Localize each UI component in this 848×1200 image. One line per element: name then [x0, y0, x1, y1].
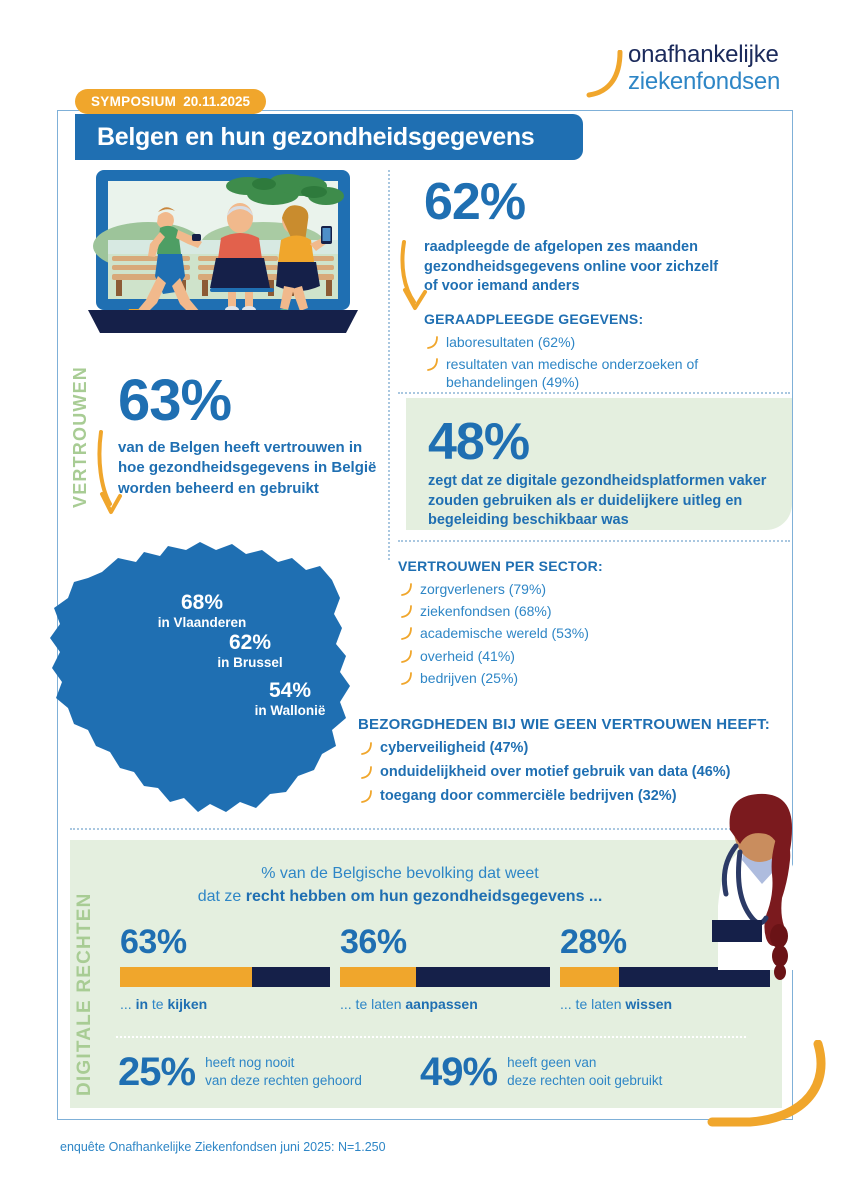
swoosh-bullet-icon [400, 627, 413, 640]
list-item [398, 647, 778, 665]
list-item [424, 333, 774, 351]
rights-metric-kijken [120, 925, 330, 1012]
region-name: in Brussel [217, 655, 283, 670]
list-item [358, 763, 788, 782]
list-item-label: cyberveiligheid (47%) [380, 740, 529, 756]
metric-label [120, 996, 330, 1012]
dotted-rule [398, 540, 790, 542]
swoosh-bullet-icon [426, 358, 439, 371]
online-description: raadpleegde de afgelopen zes maanden gezondheidsgegevens online voor zichzelf of voor iemand anders [424, 239, 719, 295]
digitale-rechten-vertical-label: DIGITALE RECHTEN [74, 892, 95, 1096]
vertrouwen-vertical-label: VERTROUWEN [70, 366, 90, 508]
list-item-label: bedrijven (25%) [420, 669, 519, 686]
region-percent: 62% [228, 631, 272, 654]
metric-bar-fill [560, 967, 619, 987]
logo-line-2: ziekenfondsen [628, 67, 781, 95]
sector-trust-block [398, 558, 778, 691]
dotted-rule [116, 1036, 746, 1038]
list-item-label: resultaten van medische onderzoeken of behandelingen (49%) [446, 355, 699, 391]
laptop-park-illustration [88, 168, 358, 340]
metric-percent: 36% [340, 923, 407, 961]
online-consult-block [424, 173, 774, 417]
stat-line: van deze rechten gehoord [205, 1073, 362, 1088]
dotted-rule [70, 828, 782, 830]
badge-label: SYMPOSIUM [91, 94, 177, 109]
title-banner [75, 114, 583, 160]
corner-swoosh-icon [706, 1040, 836, 1130]
region-name: in Wallonië [254, 703, 326, 718]
label-part: aanpassen [405, 996, 478, 1012]
swoosh-bullet-icon [400, 672, 413, 685]
stat-line: deze rechten ooit gebruikt [507, 1073, 663, 1088]
down-arrow-icon [96, 430, 126, 522]
online-percent: 62% [424, 173, 526, 231]
stat-text [205, 1054, 362, 1090]
trust-block [118, 368, 388, 499]
rights-panel-title [120, 862, 680, 908]
list-item [358, 739, 788, 758]
sector-title: VERTROUWEN PER SECTOR: [398, 558, 603, 574]
metric-bar [340, 967, 550, 987]
sector-list [398, 580, 778, 687]
logo-swoosh-icon [586, 50, 626, 98]
trust-percent: 63% [118, 368, 232, 433]
list-item-label: onduidelijkheid over motief gebruik van data (46%) [380, 763, 731, 780]
region-percent: 54% [268, 679, 312, 702]
list-item-label: academische wereld (53%) [420, 625, 589, 642]
list-item [398, 624, 778, 642]
list-item-label: overheid (41%) [420, 647, 515, 664]
swoosh-bullet-icon [400, 583, 413, 596]
trust-description: van de Belgen heeft vertrouwen in hoe gezondheidsgegevens in België worden beheerd en gebruikt [118, 439, 377, 497]
rights-title-line-1: % van de Belgische bevolking dat weet [261, 865, 539, 882]
rights-stat-nooit-gehoord [118, 1052, 362, 1092]
list-item-label: laboresultaten (62%) [446, 333, 576, 350]
swoosh-bullet-icon [400, 605, 413, 618]
down-arrow-icon [398, 240, 432, 318]
map-region-brussel [190, 632, 310, 670]
metric-bar [120, 967, 330, 987]
stat-percent: 25% [118, 1050, 196, 1094]
badge-date: 20.11.2025 [183, 94, 251, 109]
symposium-badge [75, 89, 266, 114]
footnote: enquête Onafhankelijke Ziekenfondsen juni 2025: N=1.250 [60, 1140, 386, 1154]
rights-title-plain: dat ze [197, 888, 246, 906]
label-part: ... [120, 996, 136, 1012]
platform-percent: 48% [428, 413, 530, 471]
stat-text [507, 1054, 662, 1090]
label-part: wissen [625, 996, 673, 1012]
label-part: ... te laten [560, 996, 626, 1012]
brand-logo [586, 40, 806, 102]
concerns-title: BEZORGDHEDEN BIJ WIE GEEN VERTROUWEN HEEFT: [358, 716, 770, 733]
list-item [424, 355, 774, 391]
map-region-vlaanderen [142, 592, 262, 630]
logo-line-1: onafhankelijke [628, 41, 779, 68]
swoosh-bullet-icon [400, 650, 413, 663]
stat-percent: 49% [420, 1050, 498, 1094]
list-item [398, 602, 778, 620]
swoosh-bullet-icon [426, 336, 439, 349]
rights-stat-nooit-gebruikt [420, 1052, 662, 1092]
metric-bar-fill [340, 967, 416, 987]
map-region-wallonie [230, 680, 350, 718]
list-item [398, 669, 778, 687]
belgium-map [40, 536, 390, 826]
rights-metric-aanpassen [340, 925, 550, 1012]
stat-line: heeft nog nooit [205, 1054, 295, 1070]
region-name: in Vlaanderen [157, 615, 247, 630]
label-part: in [135, 996, 149, 1012]
doctor-illustration [700, 786, 820, 1016]
rights-title-bold: recht hebben om hun gezondheidsgegevens ... [245, 888, 603, 906]
rights-title-line-2 [120, 885, 680, 908]
label-part: ... te laten [340, 996, 406, 1012]
consulted-data-title: GERAADPLEEGDE GEGEVENS: [424, 310, 644, 327]
page-title: Belgen en hun gezondheidsgegevens [97, 122, 535, 151]
list-item [398, 580, 778, 598]
dotted-rule [398, 392, 790, 394]
list-item-label: zorgverleners (79%) [420, 581, 547, 597]
metric-label [340, 996, 550, 1012]
platform-description: zegt dat ze digitale gezondheidsplatformen vaker zouden gebruiken als er duidelijkere uitleg en begeleiding beschikbaar was [428, 473, 767, 529]
label-part: kijken [167, 996, 208, 1012]
platform-block [406, 398, 792, 530]
list-item-label: ziekenfondsen (68%) [420, 603, 552, 620]
metric-bar-fill [120, 967, 252, 987]
column-divider [388, 170, 390, 560]
region-percent: 68% [180, 591, 224, 614]
label-part: te [148, 996, 168, 1012]
metric-percent: 28% [560, 923, 627, 961]
list-item-label: toegang door commerciële bedrijven (32%) [380, 787, 677, 804]
stat-line: heeft geen van [507, 1054, 597, 1070]
metric-percent: 63% [120, 923, 187, 961]
